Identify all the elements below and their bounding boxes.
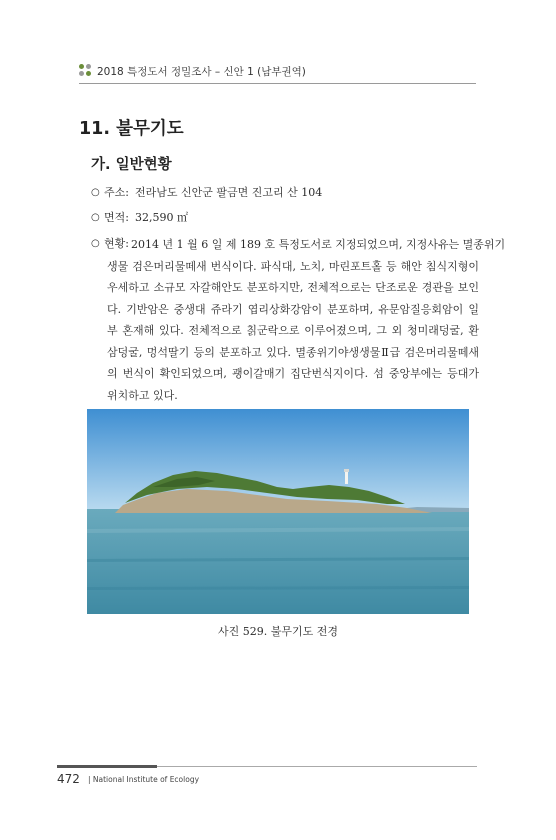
- running-header: [79, 62, 479, 82]
- area-value: 32,590 ㎡: [135, 211, 188, 224]
- header-rule: [79, 83, 476, 84]
- status-label: 현황:: [104, 237, 129, 250]
- section-title: 11. 불무기도: [79, 119, 184, 139]
- section-subtitle: 가. 일반현황: [91, 157, 172, 173]
- header-dot: [79, 64, 84, 69]
- address-label: 주소:: [104, 186, 129, 199]
- header-dot: [86, 64, 91, 69]
- status-text-line: 삼덩굴, 멍석딸기 등의 분포하고 있다. 멸종위기야생생물Ⅱ급 검은머리물떼새: [107, 345, 479, 359]
- bullet-icon: ○: [91, 238, 100, 249]
- header-dot: [86, 71, 91, 76]
- footer-rule: [157, 766, 477, 767]
- bullet-icon: ○: [91, 187, 100, 198]
- lighthouse-top: [344, 469, 349, 472]
- institute-name: | National Institute of Ecology: [88, 775, 200, 784]
- status-text-line: 의 번식이 확인되었으며, 괭이갈매기 집단번식지이다. 섬 중앙부에는 등대가: [107, 367, 479, 380]
- address-value: 전라남도 신안군 팔금면 진고리 산 104: [135, 186, 323, 199]
- header-title: 2018 특정도서 정밀조사 – 신안 1 (남부권역): [97, 66, 306, 78]
- header-dots-icon: [79, 64, 93, 78]
- page-number: 472: [57, 772, 80, 786]
- status-text-line: 생물 검은머리물떼새 번식이다. 파식대, 노치, 마린포트홀 등 해안 침식지형이: [107, 259, 479, 273]
- bullet-icon: ○: [91, 212, 100, 223]
- photo-caption: 사진 529. 불무기도 전경: [218, 625, 338, 638]
- status-text-line: 다. 기반암은 중생대 쥬라기 엽리상화강암이 분포하며, 유문암질응회암이 일: [107, 302, 479, 316]
- footer-rule: [57, 765, 157, 768]
- lighthouse: [345, 471, 348, 484]
- island-photo: [87, 409, 469, 614]
- status-text-line: 부 혼재해 있다. 전체적으로 칡군락으로 이루어졌으며, 그 외 청미래덩굴, 환: [107, 324, 479, 337]
- status-text-line: 위치하고 있다.: [107, 388, 178, 402]
- status-text: [107, 234, 506, 406]
- area-label: 면적:: [104, 211, 129, 224]
- status-text-line: 우세하고 소규모 자갈해안도 분포하지만, 전체적으로는 단조로운 경관을 보인: [107, 281, 479, 294]
- header-dot: [79, 71, 84, 76]
- status-text-line: 2014 년 1 월 6 일 제 189 호 특정도서로 지정되었으며, 지정사유는 멸종위기: [131, 238, 506, 251]
